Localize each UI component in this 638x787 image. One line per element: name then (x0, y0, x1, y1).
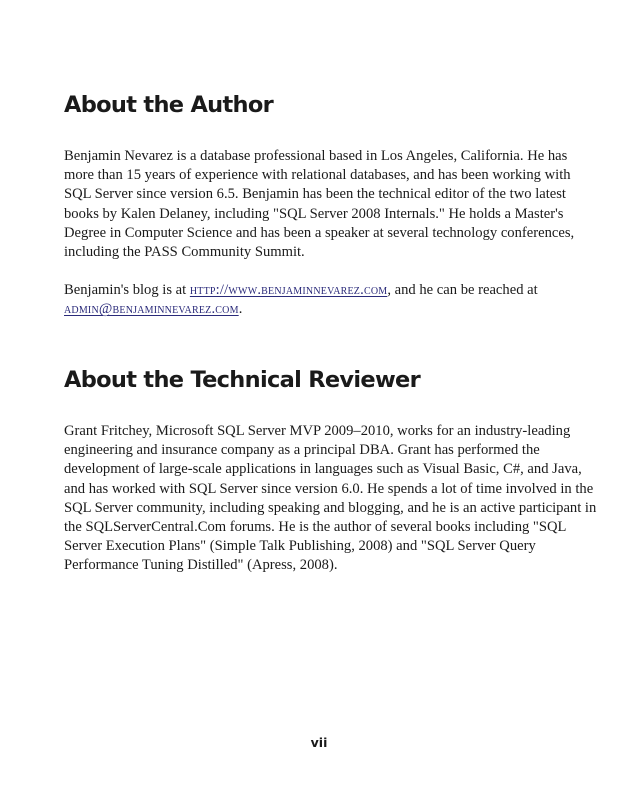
author-bio-paragraph: Benjamin Nevarez is a database professional based in Los Angeles, California. He has more than 15 years of experience with relational databases, and has been working with SQL Server since version 6.5. Benjamin has been the technical editor of the two latest books by Kalen Delaney, including "SQL Server 2008 Internals." He holds a Master's Degree in Computer Science and has been a speaker at several technology conferences, including the PASS Community Summit. (64, 148, 575, 261)
blog-url-link[interactable]: http://www.benjaminnevarez.com (189, 282, 388, 298)
reviewer-bio-paragraph: Grant Fritchey, Microsoft SQL Server MVP 2009–2010, works for an industry-leading engineering and insurance company as a principal DBA. Grant has performed the development of large-scale applications in languages such as Visual Basic, C#, and Java, and has worked with SQL Server since version 6.0. He spends a lot of time involved in the SQL Server community, including speaking and blogging, and he is an active participant in the SQLServerCentral.Com forums. He is the author of several books including "SQL Server Execution Plans" (Simple Talk Publishing, 2008) and "SQL Server Query Performance Tuning Distilled" (Apress, 2008). (64, 423, 597, 574)
blog-suffix-text: . (238, 301, 243, 318)
page-number: vii (310, 735, 328, 750)
author-contact-paragraph (64, 281, 594, 319)
about-author-heading: About the Author (64, 92, 274, 118)
blog-prefix-text: Benjamin's blog is at (64, 282, 190, 298)
about-reviewer-heading: About the Technical Reviewer (64, 367, 420, 393)
blog-middle-text: , and he can be reached at (387, 282, 538, 298)
email-link[interactable]: admin@benjaminnevarez.com (64, 301, 239, 318)
